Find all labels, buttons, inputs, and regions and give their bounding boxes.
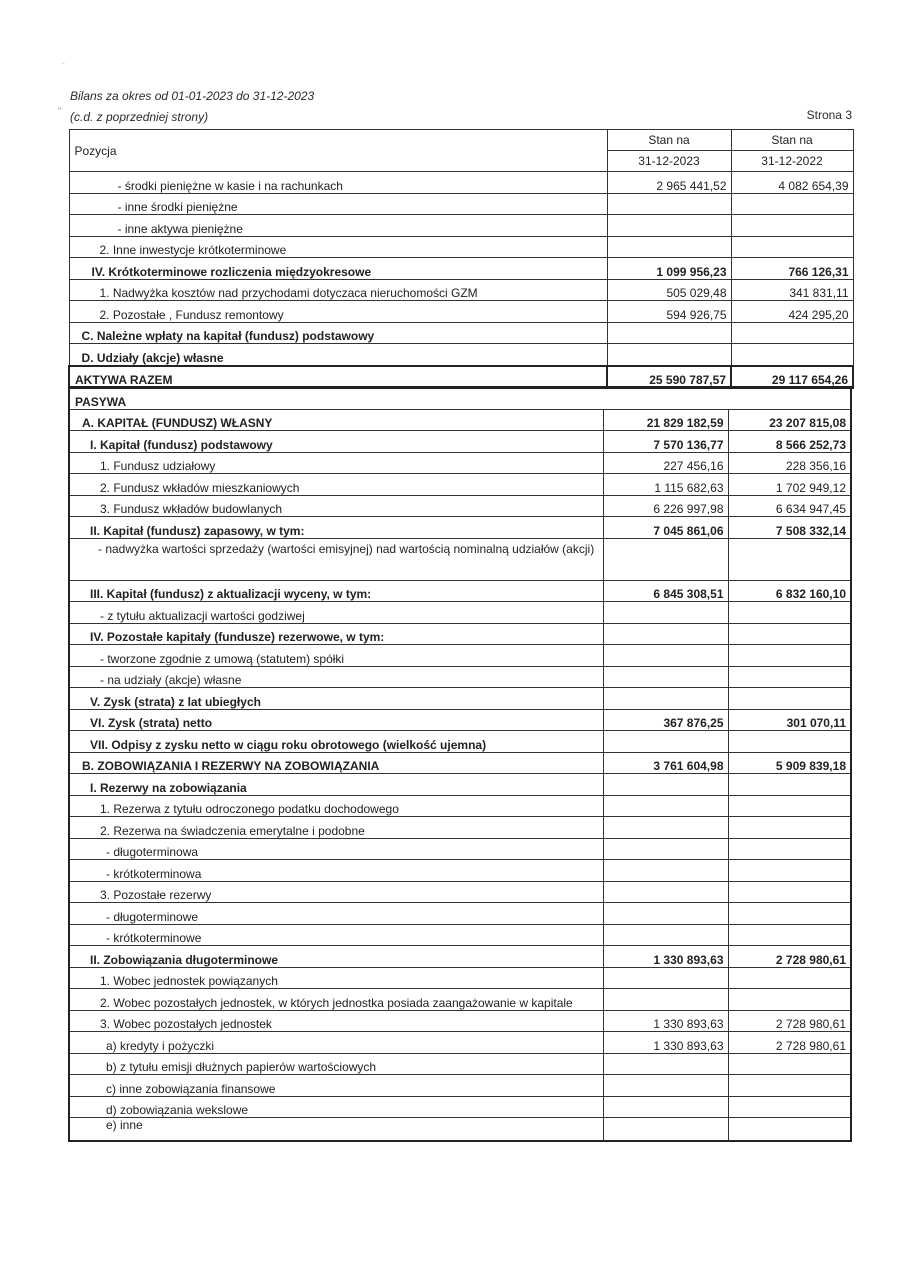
table-row <box>69 517 851 539</box>
label-cell: - inne środki pieniężne <box>69 193 607 215</box>
value-cell <box>603 903 728 925</box>
label-cell: 3. Fundusz wkładów budowlanych <box>69 495 603 517</box>
table-row <box>69 344 853 366</box>
empty-cell <box>603 387 728 409</box>
value-cell: 227 456,16 <box>603 452 728 474</box>
label-cell: 2. Pozostałe , Fundusz remontowy <box>69 301 607 323</box>
table-header-row <box>69 130 853 172</box>
value-cell <box>728 538 851 580</box>
value-cell <box>603 989 728 1011</box>
label-cell: - tworzone zgodnie z umową (statutem) spółki <box>69 645 603 667</box>
table-row <box>69 580 851 602</box>
label-cell: III. Kapitał (fundusz) z aktualizacji wyceny, w tym: <box>69 580 603 602</box>
value-cell: 6 634 947,45 <box>728 495 851 517</box>
value-cell: 7 045 861,06 <box>603 517 728 539</box>
value-cell <box>728 924 851 946</box>
value-cell <box>728 688 851 710</box>
value-cell <box>728 623 851 645</box>
value-cell: 341 831,11 <box>731 279 853 301</box>
value-cell <box>728 989 851 1011</box>
value-cell: 6 845 308,51 <box>603 580 728 602</box>
table-row <box>69 431 851 453</box>
table-row <box>69 495 851 517</box>
page-number: Strona 3 <box>806 108 852 122</box>
value-cell <box>728 1118 851 1142</box>
value-cell: 5 909 839,18 <box>728 752 851 774</box>
table-row <box>69 924 851 946</box>
table-row <box>69 795 851 817</box>
label-cell: - inne aktywa pieniężne <box>69 215 607 237</box>
label-cell: b) z tytułu emisji dłużnych papierów wartościowych <box>69 1053 603 1075</box>
table-row <box>69 881 851 903</box>
value-cell <box>603 623 728 645</box>
value-cell <box>603 774 728 796</box>
value-cell <box>731 322 853 344</box>
value-cell: 6 832 160,10 <box>728 580 851 602</box>
value-cell: 228 356,16 <box>728 452 851 474</box>
value-cell <box>731 193 853 215</box>
table-row <box>69 409 851 431</box>
table-row <box>69 538 851 580</box>
value-cell: 1 115 682,63 <box>603 474 728 496</box>
value-cell <box>603 666 728 688</box>
value-cell: 594 926,75 <box>607 301 731 323</box>
table-row <box>69 752 851 774</box>
scan-mark: " <box>58 106 62 116</box>
value-cell: 1 330 893,63 <box>603 1010 728 1032</box>
label-cell: 1. Wobec jednostek powiązanych <box>69 967 603 989</box>
label-cell: 3. Wobec pozostałych jednostek <box>69 1010 603 1032</box>
value-cell <box>728 795 851 817</box>
label-cell: II. Zobowiązania długoterminowe <box>69 946 603 968</box>
value-cell: 21 829 182,59 <box>603 409 728 431</box>
label-cell: D. Udziały (akcje) własne <box>69 344 607 366</box>
table-row <box>69 666 851 688</box>
value-cell <box>607 322 731 344</box>
value-cell: 424 295,20 <box>731 301 853 323</box>
value-cell <box>603 688 728 710</box>
value-cell <box>603 817 728 839</box>
value-cell <box>603 967 728 989</box>
value-cell: 1 330 893,63 <box>603 946 728 968</box>
empty-cell <box>728 387 851 409</box>
label-cell: PASYWA <box>69 387 603 409</box>
value-cell <box>603 538 728 580</box>
value-cell: 8 566 252,73 <box>728 431 851 453</box>
value-cell <box>728 817 851 839</box>
value-cell: 505 029,48 <box>607 279 731 301</box>
table-row <box>69 322 853 344</box>
value-cell <box>603 602 728 624</box>
value-cell: 2 728 980,61 <box>728 946 851 968</box>
value-cell: 3 761 604,98 <box>603 752 728 774</box>
table-row <box>69 258 853 280</box>
value-cell: 7 508 332,14 <box>728 517 851 539</box>
value-cell <box>728 881 851 903</box>
table-row <box>69 602 851 624</box>
label-cell: - długoterminowe <box>69 903 603 925</box>
table-row <box>69 645 851 667</box>
aktywa-table <box>68 129 854 389</box>
value-cell: 301 070,11 <box>728 709 851 731</box>
value-cell <box>603 1053 728 1075</box>
value-cell <box>603 860 728 882</box>
label-cell: e) inne <box>69 1118 603 1142</box>
table-row <box>69 731 851 753</box>
label-cell: 1. Fundusz udziałowy <box>69 452 603 474</box>
value-cell <box>603 645 728 667</box>
value-cell <box>603 1075 728 1097</box>
table-row <box>69 452 851 474</box>
table-row <box>69 860 851 882</box>
table-row <box>69 903 851 925</box>
value-cell <box>728 967 851 989</box>
document-title: Bilans za okres od 01-01-2023 do 31-12-2023 <box>70 89 315 103</box>
label-cell: 1. Rezerwa z tytułu odroczonego podatku dochodowego <box>69 795 603 817</box>
label-cell: AKTYWA RAZEM <box>69 366 607 389</box>
label-cell: 2. Inne inwestycje krótkoterminowe <box>69 236 607 258</box>
table-row <box>69 193 853 215</box>
table-row <box>69 474 851 496</box>
value-cell: 29 117 654,26 <box>731 366 853 389</box>
value-cell <box>607 215 731 237</box>
value-cell <box>728 860 851 882</box>
label-cell: - środki pieniężne w kasie i na rachunkach <box>69 172 607 194</box>
label-cell: - z tytułu aktualizacji wartości godziwej <box>69 602 603 624</box>
label-cell: 2. Rezerwa na świadczenia emerytalne i podobne <box>69 817 603 839</box>
table-row <box>69 688 851 710</box>
column-header-2022 <box>731 130 853 172</box>
table-row <box>69 1010 851 1032</box>
value-cell <box>728 774 851 796</box>
label-cell: II. Kapitał (fundusz) zapasowy, w tym: <box>69 517 603 539</box>
label-cell: Stan na <box>608 130 731 151</box>
label-cell: c) inne zobowiązania finansowe <box>69 1075 603 1097</box>
value-cell <box>607 193 731 215</box>
value-cell <box>603 838 728 860</box>
table-row <box>69 279 853 301</box>
value-cell <box>603 924 728 946</box>
pasywa-table <box>68 386 852 1142</box>
value-cell <box>728 838 851 860</box>
label-cell: 3. Pozostałe rezerwy <box>69 881 603 903</box>
value-cell: 1 330 893,63 <box>603 1032 728 1054</box>
value-cell: 4 082 654,39 <box>731 172 853 194</box>
value-cell <box>607 344 731 366</box>
value-cell: 1 099 956,23 <box>607 258 731 280</box>
value-cell: 2 728 980,61 <box>728 1010 851 1032</box>
table-row <box>69 172 853 194</box>
label-cell: a) kredyty i pożyczki <box>69 1032 603 1054</box>
label-cell: IV. Pozostałe kapitały (fundusze) rezerwowe, w tym: <box>69 623 603 645</box>
table-row <box>69 1032 851 1054</box>
table-row <box>69 946 851 968</box>
value-cell <box>603 795 728 817</box>
label-cell: 31-12-2022 <box>761 154 823 168</box>
value-cell <box>728 731 851 753</box>
value-cell <box>728 1075 851 1097</box>
value-cell <box>728 1053 851 1075</box>
table-row <box>69 623 851 645</box>
label-cell: I. Kapitał (fundusz) podstawowy <box>69 431 603 453</box>
label-cell: 1. Nadwyżka kosztów nad przychodami dotyczaca nieruchomości GZM <box>69 279 607 301</box>
value-cell <box>731 236 853 258</box>
label-cell: - długoterminowa <box>69 838 603 860</box>
value-cell <box>607 236 731 258</box>
value-cell <box>728 666 851 688</box>
value-cell: 25 590 787,57 <box>607 366 731 389</box>
table-row <box>69 838 851 860</box>
continuation-note: (c.d. z poprzedniej strony) <box>70 110 209 124</box>
label-cell: A. KAPITAŁ (FUNDUSZ) WŁASNY <box>69 409 603 431</box>
value-cell: 2 728 980,61 <box>728 1032 851 1054</box>
label-cell: V. Zysk (strata) z lat ubiegłych <box>69 688 603 710</box>
label-cell: VII. Odpisy z zysku netto w ciągu roku obrotowego (wielkość ujemna) <box>69 731 603 753</box>
label-cell: d) zobowiązania wekslowe <box>69 1096 603 1118</box>
table-row <box>69 709 851 731</box>
table-row <box>69 1118 851 1142</box>
value-cell: 766 126,31 <box>731 258 853 280</box>
table-row <box>69 989 851 1011</box>
value-cell: 6 226 997,98 <box>603 495 728 517</box>
label-cell: B. ZOBOWIĄZANIA I REZERWY NA ZOBOWIĄZANIA <box>69 752 603 774</box>
scan-mark: - <box>62 58 65 68</box>
value-cell: 23 207 815,08 <box>728 409 851 431</box>
label-cell: IV. Krótkoterminowe rozliczenia międzyokresowe <box>69 258 607 280</box>
column-header-position: Pozycja <box>69 130 607 172</box>
value-cell <box>603 731 728 753</box>
label-cell: - nadwyżka wartości sprzedaży (wartości emisyjnej) nad wartością nominalną udziałów (akcji) <box>69 538 603 580</box>
table-row <box>69 817 851 839</box>
table-row <box>69 301 853 323</box>
table-row <box>69 1096 851 1118</box>
label-cell: I. Rezerwy na zobowiązania <box>69 774 603 796</box>
label-cell: 31-12-2023 <box>638 154 700 168</box>
value-cell <box>731 215 853 237</box>
value-cell <box>728 1096 851 1118</box>
table-row <box>69 967 851 989</box>
section-header-row <box>69 387 851 409</box>
value-cell <box>603 1096 728 1118</box>
table-row <box>69 774 851 796</box>
label-cell: 2. Fundusz wkładów mieszkaniowych <box>69 474 603 496</box>
table-row <box>69 215 853 237</box>
column-header-2023 <box>607 130 731 172</box>
label-cell: C. Należne wpłaty na kapitał (fundusz) podstawowy <box>69 322 607 344</box>
label-cell: Stan na <box>732 130 853 151</box>
value-cell: 7 570 136,77 <box>603 431 728 453</box>
label-cell: - na udziały (akcje) własne <box>69 666 603 688</box>
label-cell: VI. Zysk (strata) netto <box>69 709 603 731</box>
value-cell: 1 702 949,12 <box>728 474 851 496</box>
table-row <box>69 236 853 258</box>
value-cell <box>728 645 851 667</box>
value-cell <box>603 881 728 903</box>
value-cell <box>603 1118 728 1142</box>
value-cell <box>728 602 851 624</box>
value-cell: 367 876,25 <box>603 709 728 731</box>
table-row <box>69 1075 851 1097</box>
value-cell: 2 965 441,52 <box>607 172 731 194</box>
value-cell <box>728 903 851 925</box>
total-row <box>69 366 853 389</box>
label-cell: - krótkoterminowe <box>69 924 603 946</box>
value-cell <box>731 344 853 366</box>
label-cell: 2. Wobec pozostałych jednostek, w których jednostka posiada zaangażowanie w kapitale <box>69 989 603 1011</box>
table-row <box>69 1053 851 1075</box>
label-cell: - krótkoterminowa <box>69 860 603 882</box>
